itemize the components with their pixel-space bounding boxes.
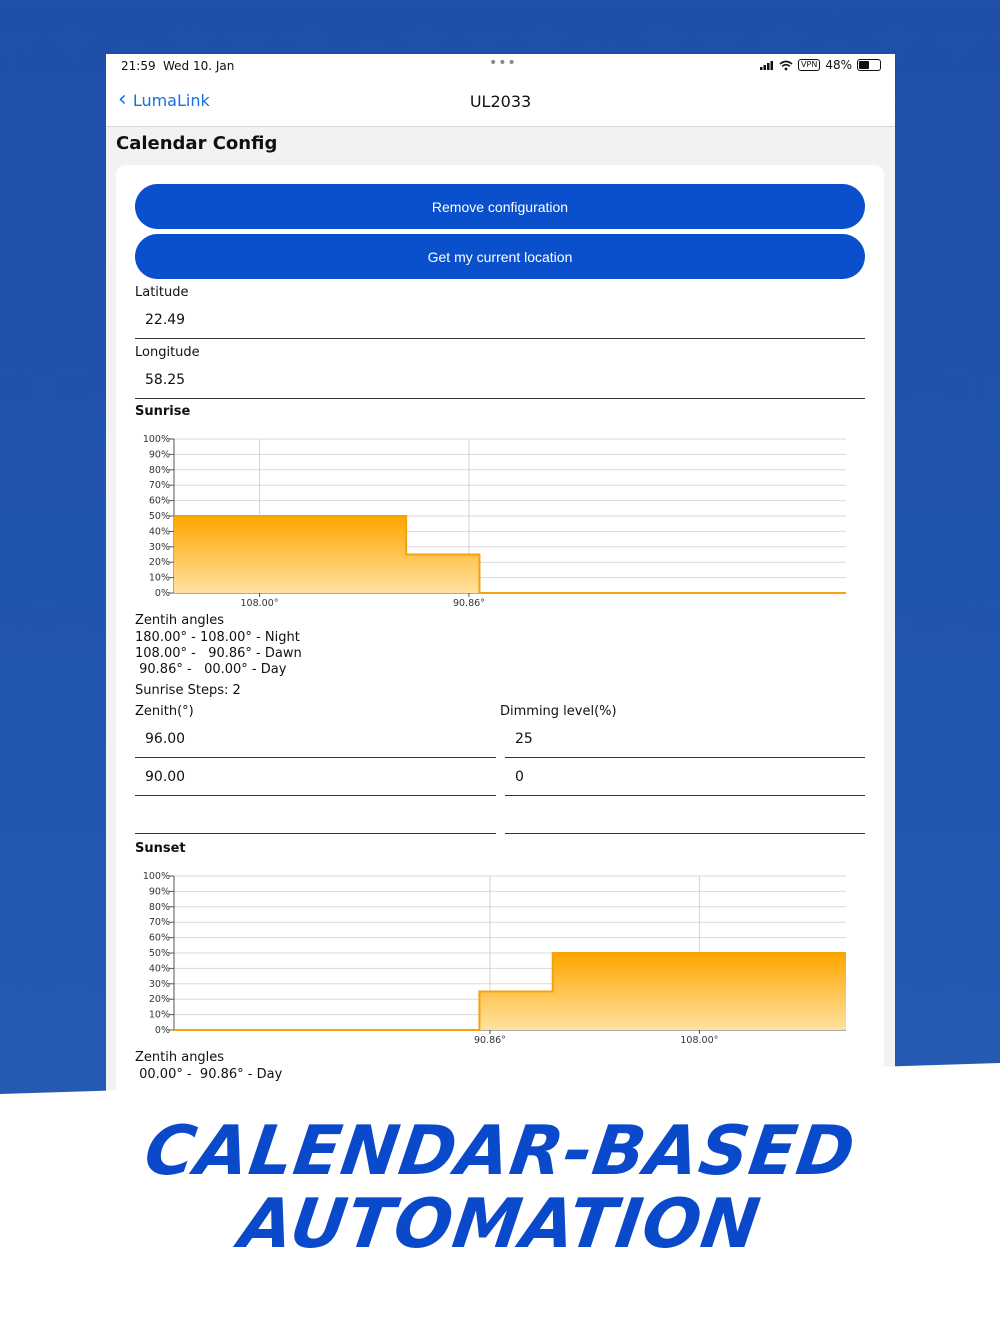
chevron-left-icon: ‹ xyxy=(118,87,127,112)
y-tick-label: 100% xyxy=(142,434,170,445)
y-tick-label: 0% xyxy=(154,588,170,599)
y-tick-label: 70% xyxy=(148,917,170,929)
x-tick-label: 108.00° xyxy=(240,598,279,607)
config-card xyxy=(116,165,884,1094)
battery-icon xyxy=(857,59,881,71)
headline-line-1: CALENDAR-BASED xyxy=(139,1112,861,1191)
y-tick-label: 50% xyxy=(148,948,170,959)
page-title: Calendar Config xyxy=(116,133,278,154)
sunrise-zenith-line: 180.00° - 108.00° - Night xyxy=(135,630,300,645)
status-date: Wed 10. Jan xyxy=(163,59,235,73)
y-tick-label: 70% xyxy=(148,480,170,492)
y-tick-label: 20% xyxy=(148,994,170,1006)
sunrise-zenith-line: 108.00° - 90.86° - Dawn xyxy=(135,646,302,661)
sunset-chart xyxy=(126,864,866,1044)
y-tick-label: 10% xyxy=(148,572,170,584)
ipad-screen xyxy=(106,54,895,1094)
y-tick-label: 0% xyxy=(154,1025,170,1036)
y-tick-label: 20% xyxy=(148,557,170,569)
sunrise-chart xyxy=(126,427,866,607)
back-label: LumaLink xyxy=(132,90,210,110)
y-tick-label: 30% xyxy=(148,978,170,990)
get-location-button[interactable]: Get my current location xyxy=(135,234,865,279)
zenith-input[interactable]: 96.00 xyxy=(135,720,496,758)
y-tick-label: 10% xyxy=(148,1009,170,1021)
y-tick-label: 30% xyxy=(148,541,170,553)
status-time: 21:59 xyxy=(121,59,156,73)
multitasking-dots-icon[interactable]: ••• xyxy=(489,55,517,71)
zenith-input[interactable]: 90.00 xyxy=(135,758,496,796)
remove-configuration-button[interactable]: Remove configuration xyxy=(135,184,865,229)
sunrise-zenith-line: 90.86° - 00.00° - Day xyxy=(135,662,287,677)
x-tick-label: 90.86° xyxy=(452,598,485,607)
y-tick-label: 40% xyxy=(148,526,170,538)
longitude-label: Longitude xyxy=(135,345,200,360)
sunset-zenith-line: 00.00° - 90.86° - Day xyxy=(135,1067,283,1082)
sunset-zenith-title: Zentih angles xyxy=(135,1050,225,1065)
battery-percent: 48% xyxy=(825,58,852,72)
wifi-icon xyxy=(779,60,793,71)
longitude-input[interactable]: 58.25 xyxy=(135,361,865,399)
y-tick-label: 60% xyxy=(148,932,170,944)
x-tick-label: 108.00° xyxy=(680,1035,719,1044)
headline-line-2: AUTOMATION xyxy=(234,1185,766,1264)
y-tick-label: 100% xyxy=(142,871,170,882)
series-area xyxy=(174,516,846,593)
navigation-bar xyxy=(106,78,895,127)
vpn-badge: VPN xyxy=(798,59,820,71)
y-tick-label: 50% xyxy=(148,511,170,522)
status-right xyxy=(760,58,881,72)
sunset-heading: Sunset xyxy=(135,841,186,856)
dimming-column-header: Dimming level(%) xyxy=(500,704,617,719)
status-bar xyxy=(106,54,895,78)
latitude-input[interactable]: 22.49 xyxy=(135,301,865,339)
sunrise-steps-label: Sunrise Steps: 2 xyxy=(135,683,241,698)
sunrise-zenith-title: Zentih angles xyxy=(135,613,225,628)
dimming-input[interactable]: 25 xyxy=(505,720,865,758)
sunrise-heading: Sunrise xyxy=(135,404,191,419)
y-tick-label: 40% xyxy=(148,963,170,975)
y-tick-label: 90% xyxy=(148,886,170,898)
zenith-input[interactable] xyxy=(135,796,496,834)
signal-icon xyxy=(760,60,774,70)
zenith-column-header: Zenith(°) xyxy=(135,704,194,719)
y-tick-label: 60% xyxy=(148,495,170,507)
y-tick-label: 90% xyxy=(148,449,170,461)
y-tick-label: 80% xyxy=(148,901,170,913)
latitude-label: Latitude xyxy=(135,285,189,300)
nav-title: UL2033 xyxy=(469,92,532,111)
y-tick-label: 80% xyxy=(148,464,170,476)
x-tick-label: 90.86° xyxy=(473,1035,506,1044)
dimming-input[interactable]: 0 xyxy=(505,758,865,796)
dimming-input[interactable] xyxy=(505,796,865,834)
